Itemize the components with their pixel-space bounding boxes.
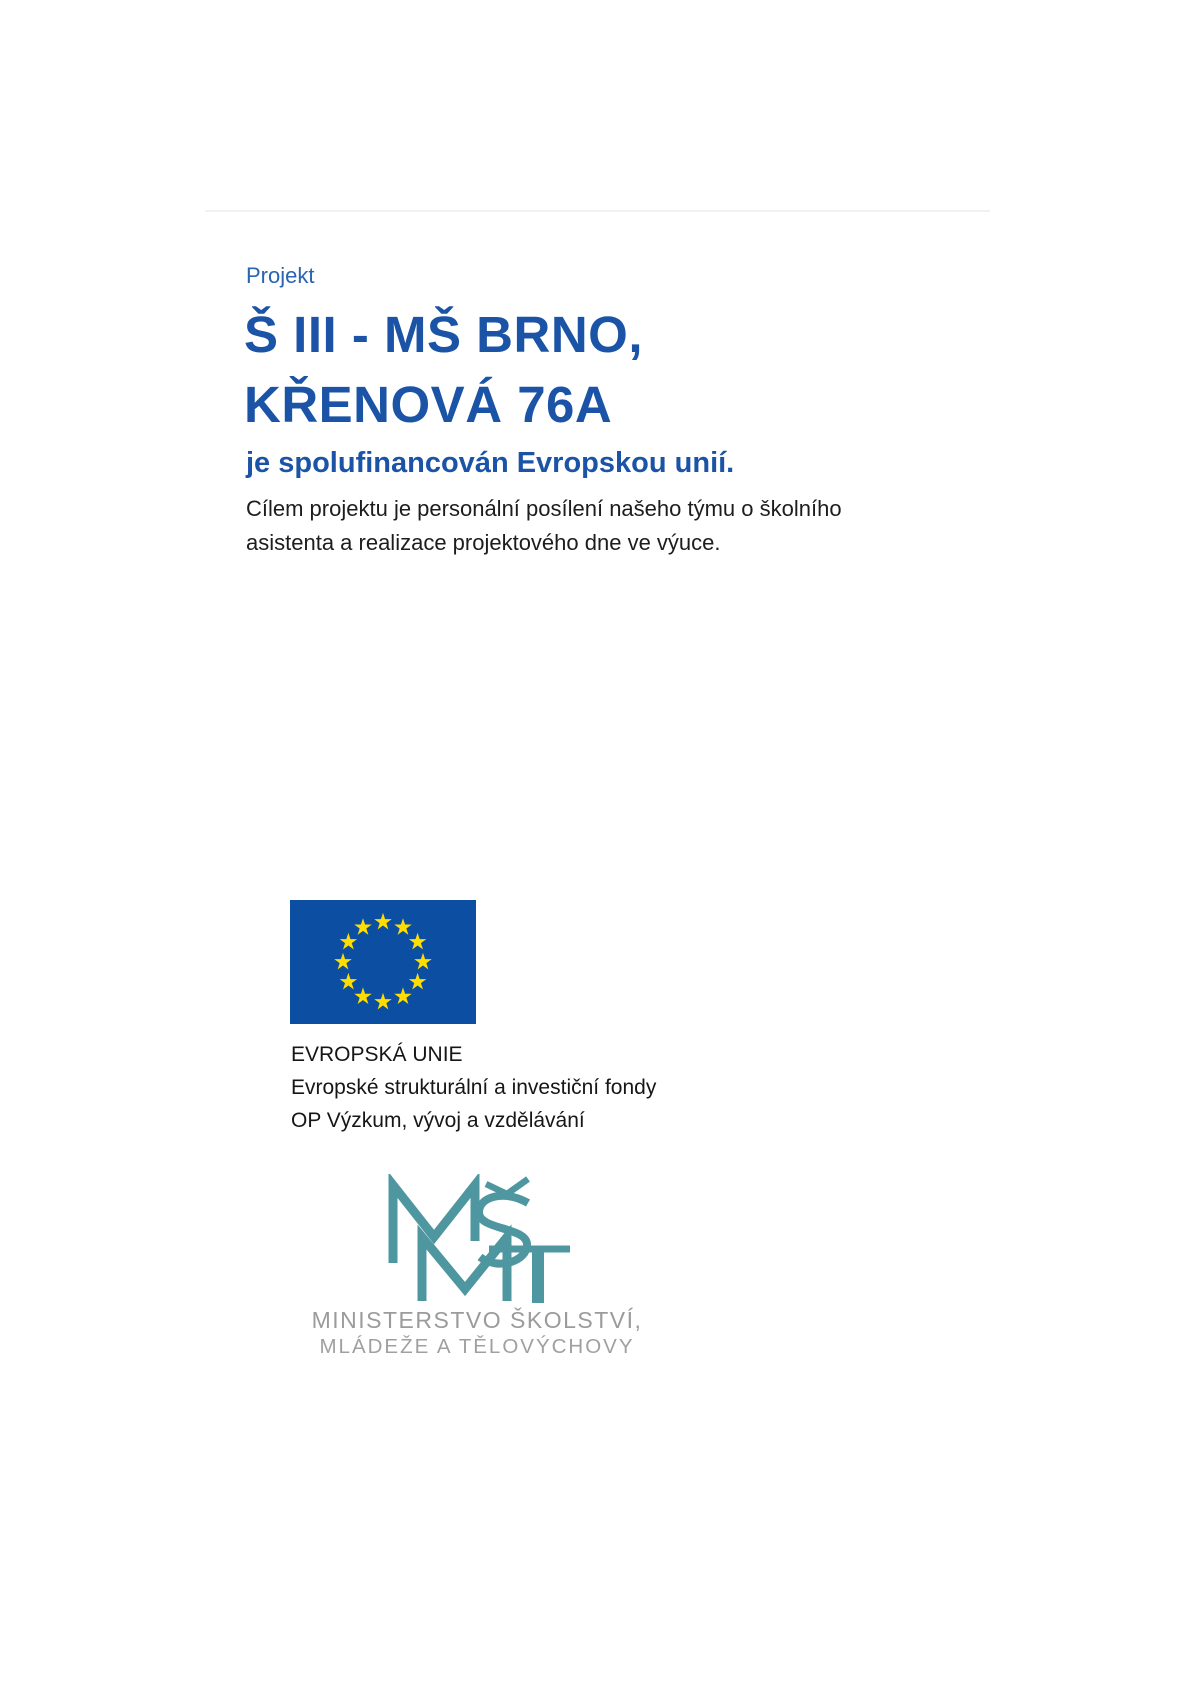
ministry-name-block	[249, 1306, 705, 1360]
eu-attribution-block	[291, 1038, 656, 1137]
project-title-line2: KŘENOVÁ 76A	[244, 376, 613, 433]
eu-flag-icon	[290, 900, 476, 1024]
msmt-hacek	[486, 1179, 528, 1194]
msmt-monogram-icon	[386, 1174, 574, 1304]
project-description	[246, 492, 842, 560]
project-description-line2: asistenta a realizace projektového dne ve výuce.	[246, 530, 721, 555]
project-title-line1: Š III - MŠ BRNO,	[244, 306, 644, 363]
eu-name-label: EVROPSKÁ UNIE	[291, 1043, 463, 1066]
cofinancing-statement: je spolufinancován Evropskou unií.	[246, 447, 735, 479]
ministry-name-line2: MLÁDEŽE A TĚLOVÝCHOVY	[319, 1335, 635, 1358]
project-eyebrow: Projekt	[246, 263, 315, 288]
project-description-line1: Cílem projektu je personální posílení našeho týmu o školního	[246, 496, 842, 521]
eu-funds-label: Evropské strukturální a investiční fondy	[291, 1076, 657, 1099]
ministry-name-line1: MINISTERSTVO ŠKOLSTVÍ,	[311, 1307, 643, 1333]
eu-programme-label: OP Výzkum, vývoj a vzdělávání	[291, 1109, 585, 1132]
project-title	[244, 300, 643, 440]
top-divider	[205, 210, 990, 212]
